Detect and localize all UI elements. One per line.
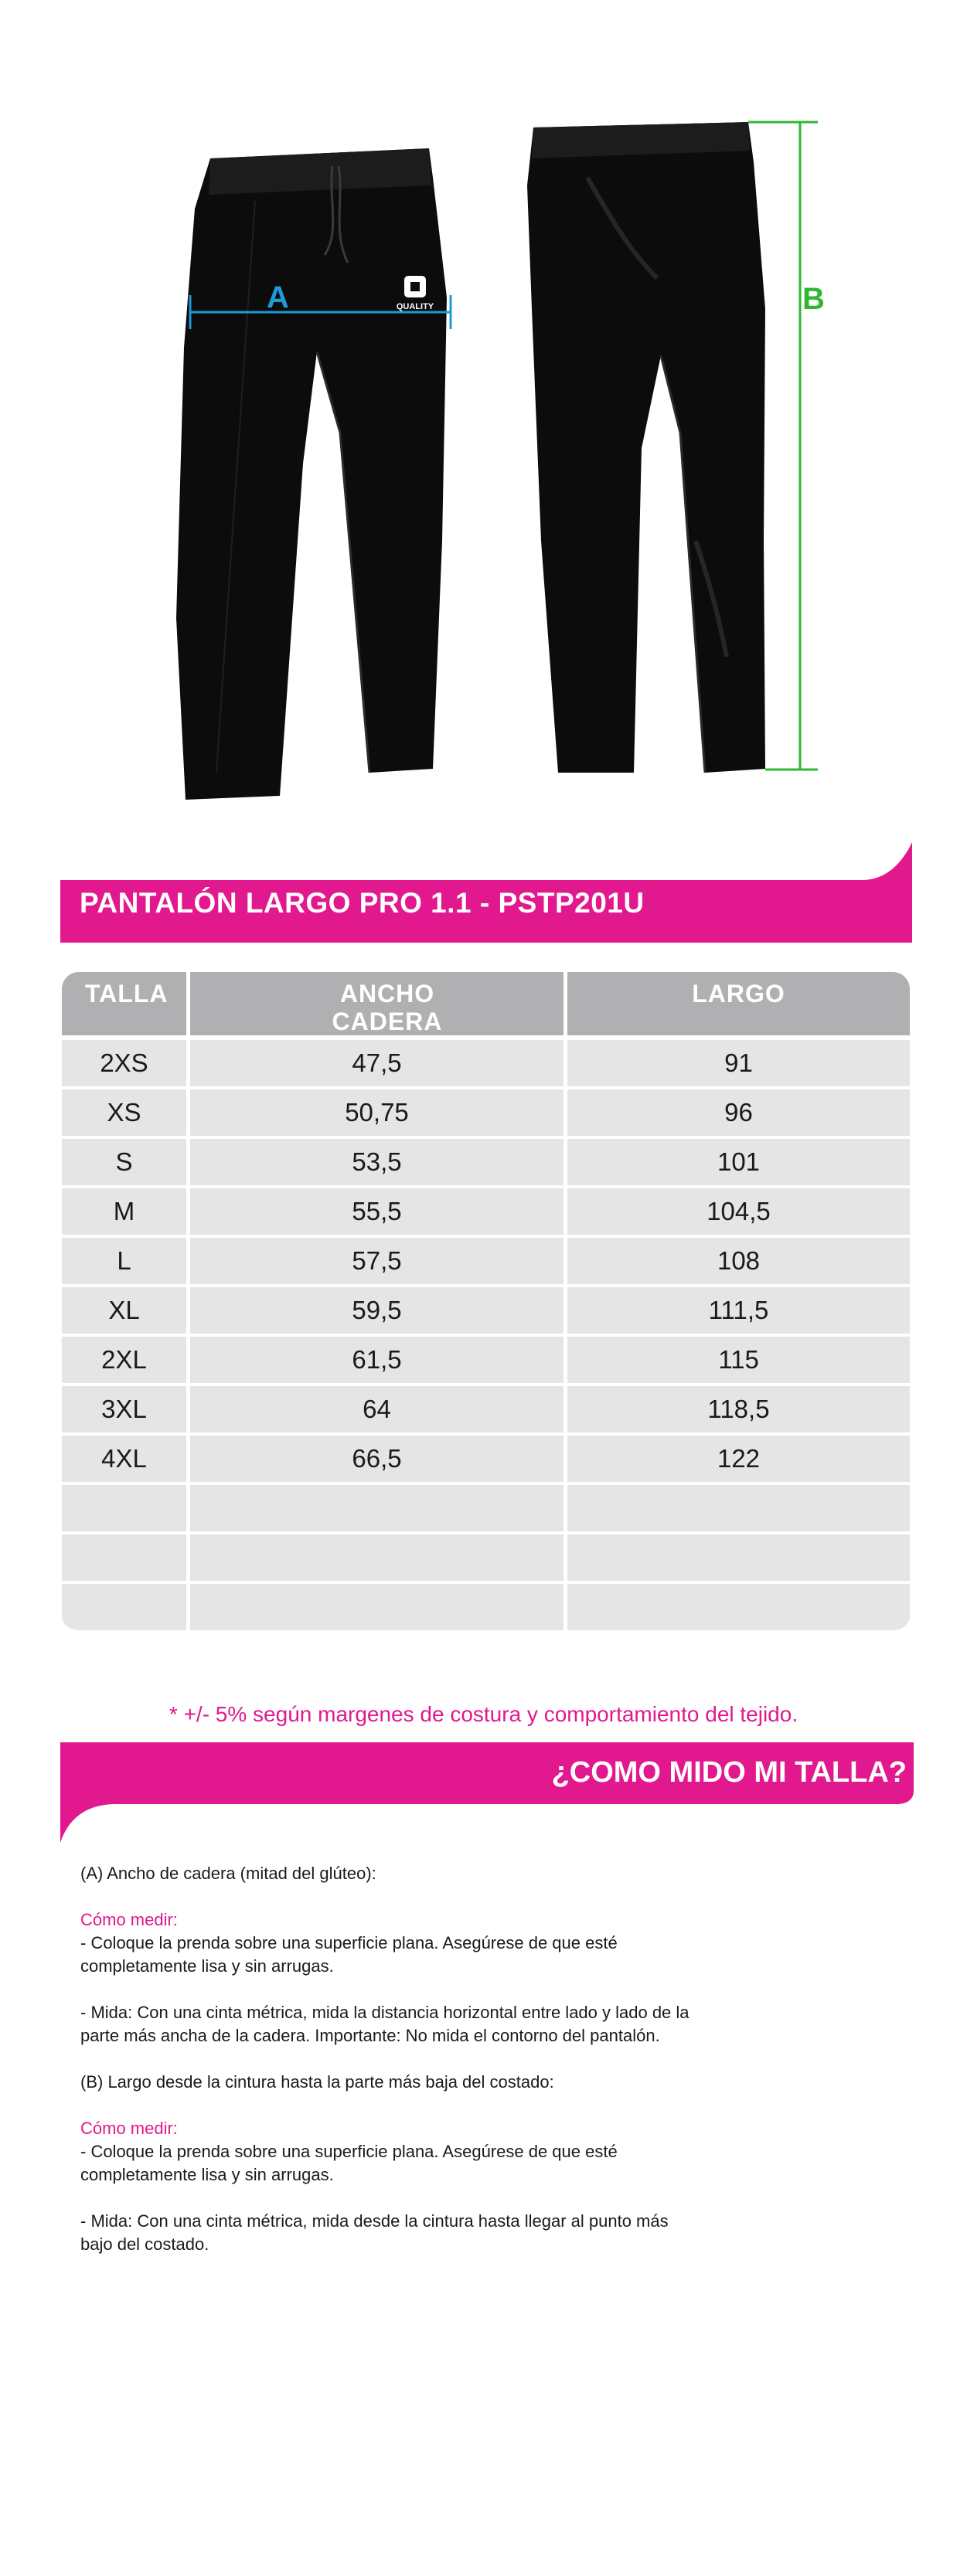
table-row-empty [62,1485,910,1534]
section-b-heading: (B) Largo desde la cintura hasta la parte más baja del costado: [80,2072,554,2092]
cell-ancho: 55,5 [190,1188,567,1238]
measure-a-label: A [267,280,289,314]
cell-ancho: 57,5 [190,1238,567,1287]
como-medir-label: Cómo medir: [80,1910,178,1929]
section-a-step2: - Mida: Con una cinta métrica, mida la distancia horizontal entre lado y lado de la parte más ancha de la cadera. Importante: No mida el contorno del pantalón. [80,2003,689,2045]
cell-talla: 2XL [62,1337,190,1386]
cell-talla: S [62,1139,190,1188]
cell-talla: XL [62,1287,190,1337]
instructions [80,1862,699,2279]
como-medir-label: Cómo medir: [80,2119,178,2138]
cell-ancho: 64 [190,1386,567,1436]
table-row-empty [62,1584,910,1633]
header-talla: TALLA [62,972,190,1040]
cell-talla: 3XL [62,1386,190,1436]
cell-largo: 115 [567,1337,910,1386]
table-row [62,1386,910,1436]
cell-largo [567,1534,910,1584]
table-row [62,1188,910,1238]
table-row [62,1436,910,1485]
cell-ancho [190,1584,567,1633]
cell-largo: 111,5 [567,1287,910,1337]
step-text: - Coloque la prenda sobre una superficie plana. Asegúrese de que esté completamente lisa y sin arrugas. [80,1933,618,1976]
cell-ancho: 47,5 [190,1040,567,1089]
cell-largo: 96 [567,1089,910,1139]
howto-banner [0,1738,967,1847]
table-row [62,1040,910,1089]
howto-title: ¿COMO MIDO MI TALLA? [551,1756,907,1789]
table-header-row [62,972,910,1040]
cell-largo: 101 [567,1139,910,1188]
cell-ancho [190,1485,567,1534]
table-row [62,1287,910,1337]
cell-talla [62,1534,190,1584]
cell-ancho: 53,5 [190,1139,567,1188]
cell-talla: 4XL [62,1436,190,1485]
logo-text: QUALITY [396,302,434,311]
cell-ancho: 59,5 [190,1287,567,1337]
pants-illustration [0,0,967,834]
cell-ancho [190,1534,567,1584]
section-a-heading: (A) Ancho de cadera (mitad del glúteo): [80,1864,376,1883]
cell-talla: 2XS [62,1040,190,1089]
cell-largo: 118,5 [567,1386,910,1436]
cell-talla: M [62,1188,190,1238]
cell-largo [567,1485,910,1534]
cell-talla [62,1584,190,1633]
section-b-step2: - Mida: Con una cinta métrica, mida desde la cintura hasta llegar al punto más bajo del costado. [80,2211,669,2254]
pants-front-view [176,148,447,800]
cell-ancho: 61,5 [190,1337,567,1386]
size-table [62,972,910,1633]
cell-largo [567,1584,910,1633]
header-largo: LARGO [567,972,910,1040]
cell-talla: XS [62,1089,190,1139]
section-b-step1 [80,2117,699,2187]
cell-largo: 104,5 [567,1188,910,1238]
cell-largo: 122 [567,1436,910,1485]
pants-back-view [527,122,765,773]
footnote: * +/- 5% según margenes de costura y comportamiento del tejido. [169,1702,798,1726]
measure-b-label: B [802,282,825,316]
cell-ancho: 50,75 [190,1089,567,1139]
table-row [62,1139,910,1188]
table-row [62,1089,910,1139]
cell-talla: L [62,1238,190,1287]
header-ancho-cadera: ANCHO CADERA [190,972,567,1040]
table-row [62,1337,910,1386]
step-text: - Coloque la prenda sobre una superficie plana. Asegúrese de que esté completamente lisa y sin arrugas. [80,2142,618,2184]
table-row [62,1238,910,1287]
cell-largo: 108 [567,1238,910,1287]
cell-ancho: 66,5 [190,1436,567,1485]
cell-largo: 91 [567,1040,910,1089]
cell-talla [62,1485,190,1534]
table-row-empty [62,1534,910,1584]
page-title: PANTALÓN LARGO PRO 1.1 - PSTP201U [80,887,645,919]
section-a-step1 [80,1908,699,1978]
